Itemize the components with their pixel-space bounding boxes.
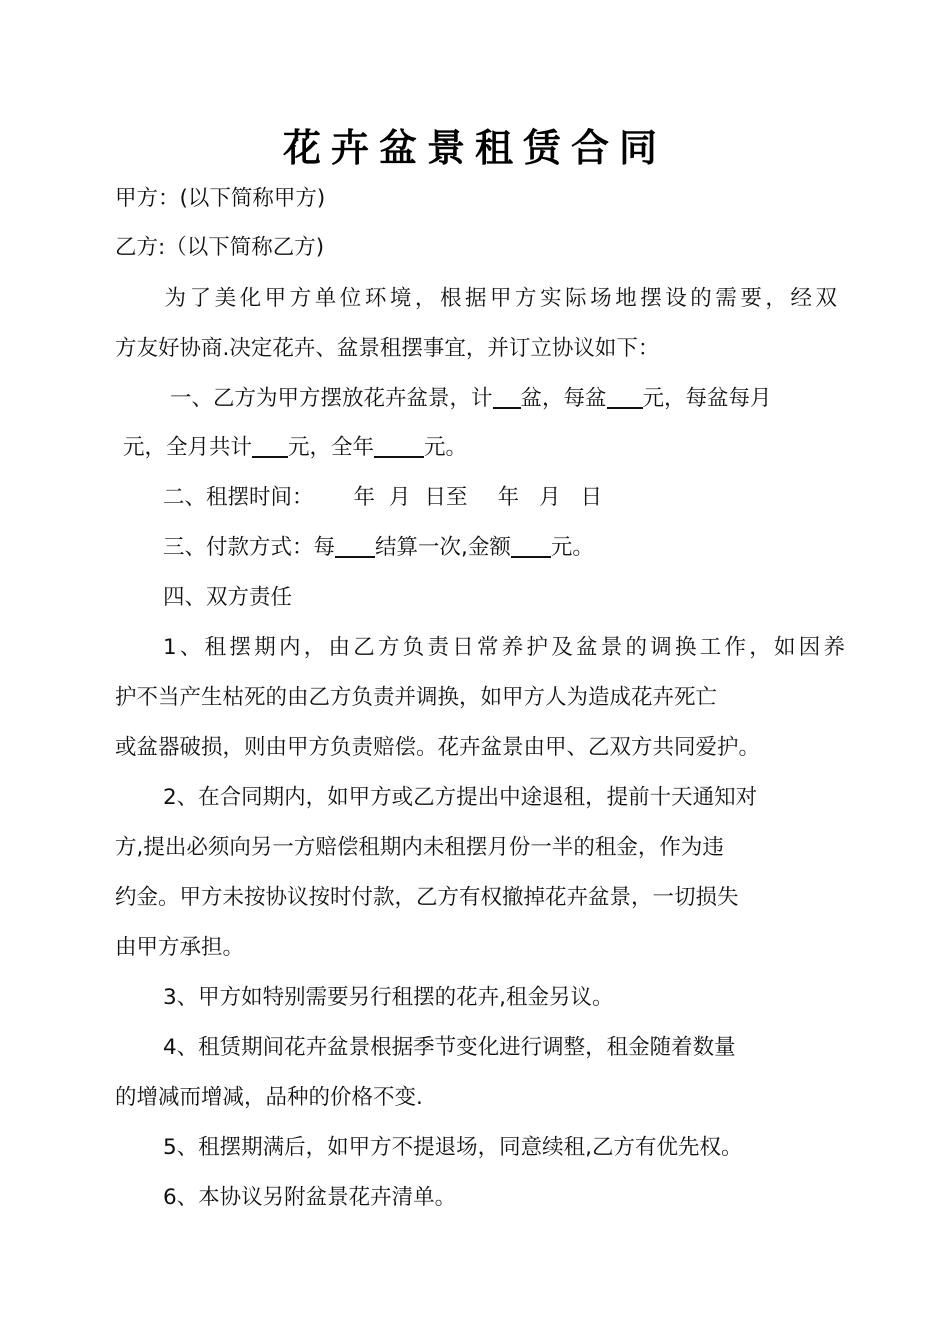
clause-4-heading-text: 四、双方责任 [163, 585, 293, 610]
clause-1-part-3: 元，每盆每月 [642, 386, 772, 411]
resp-1-line-2: 护不当产生枯死的由乙方负责并调换，如甲方人为造成花卉死亡 [115, 685, 718, 710]
count-blank [493, 385, 521, 409]
clause-4-heading [115, 583, 845, 613]
intro-paragraph-line-2: 方友好协商.决定花卉、盆景租摆事宜，并订立协议如下： [115, 336, 660, 361]
monthly-total-blank [252, 434, 288, 458]
clause-2-month-2: 月 [539, 485, 561, 510]
party-a-line: 甲方：(以下简称甲方) [115, 186, 326, 211]
resp-4-line-2: 的增减而增减，品种的价格不变. [115, 1085, 423, 1110]
resp-3-line [115, 983, 845, 1013]
clause-3-part-2: 结算一次,金额 [375, 535, 511, 560]
clause-1-line-2 [115, 433, 845, 463]
payment-period-blank [335, 534, 375, 558]
clause-1-part-1: 一、乙方为甲方摆放花卉盆景，计 [170, 386, 493, 411]
clause-3-line [115, 533, 845, 563]
clause-2-month-1: 月 [389, 485, 411, 510]
clause-3-part-3: 元。 [550, 535, 594, 560]
price-per-pot-blank [607, 385, 643, 409]
resp-2-line-4: 由甲方承担。 [115, 935, 245, 960]
clause-2-year-2: 年 [497, 485, 520, 510]
resp-1-line-3: 或盆器破损，则由甲方负责赔偿。花卉盆景由甲、乙双方共同爱护。 [115, 735, 761, 760]
clause-1-line-1 [115, 384, 845, 414]
resp-1-text-1: 1、租摆期内，由乙方负责日常养护及盆景的调换工作，如因养 [163, 635, 845, 660]
clause-1-part-6: 元。 [424, 435, 468, 460]
intro-paragraph-line-1 [115, 284, 837, 314]
clause-1-part-4: 元，全月共计 [123, 435, 253, 460]
clause-2-label: 二、租摆时间： [163, 485, 314, 510]
clause-2-day-2: 日 [580, 485, 603, 510]
resp-5-text: 5、租摆期满后，如甲方不提退场，同意续租,乙方有优先权。 [163, 1135, 743, 1160]
yearly-total-blank [374, 434, 424, 458]
resp-2-line-3: 约金。甲方未按协议按时付款，乙方有权撤掉花卉盆景，一切损失 [115, 885, 739, 910]
payment-amount-blank [511, 534, 551, 558]
intro-text-1: 为了美化甲方单位环境，根据甲方实际场地摆设的需要，经双 [161, 286, 837, 311]
resp-4-text-1: 4、租赁期间花卉盆景根据季节变化进行调整，租金随着数量 [163, 1035, 736, 1060]
clause-3-part-1: 三、付款方式：每 [163, 535, 336, 560]
resp-6-line [115, 1183, 845, 1213]
clause-1-part-2: 盆，每盆 [520, 386, 607, 411]
clause-2-line [115, 483, 845, 513]
resp-3-text: 3、甲方如特别需要另行租摆的花卉,租金另议。 [163, 985, 614, 1010]
clause-2-day-to: 日至 [424, 485, 468, 510]
clause-2-year-1: 年 [353, 485, 376, 510]
resp-4-line-1 [115, 1033, 845, 1063]
clause-1-part-5: 元，全年 [288, 435, 375, 460]
resp-5-line [115, 1133, 845, 1163]
resp-2-line-2: 方,提出必须向另一方赔偿租期内未租摆月份一半的租金，作为违 [115, 835, 724, 860]
resp-2-text-1: 2、在合同期内，如甲方或乙方提出中途退租，提前十天通知对 [163, 785, 758, 810]
contract-title: 花卉盆景租赁合同 [282, 125, 667, 170]
resp-6-text: 6、本协议另附盆景花卉清单。 [163, 1185, 457, 1210]
resp-2-line-1 [115, 783, 845, 813]
party-b-line: 乙方:（以下简称乙方) [115, 235, 325, 260]
resp-1-line-1 [115, 633, 845, 663]
